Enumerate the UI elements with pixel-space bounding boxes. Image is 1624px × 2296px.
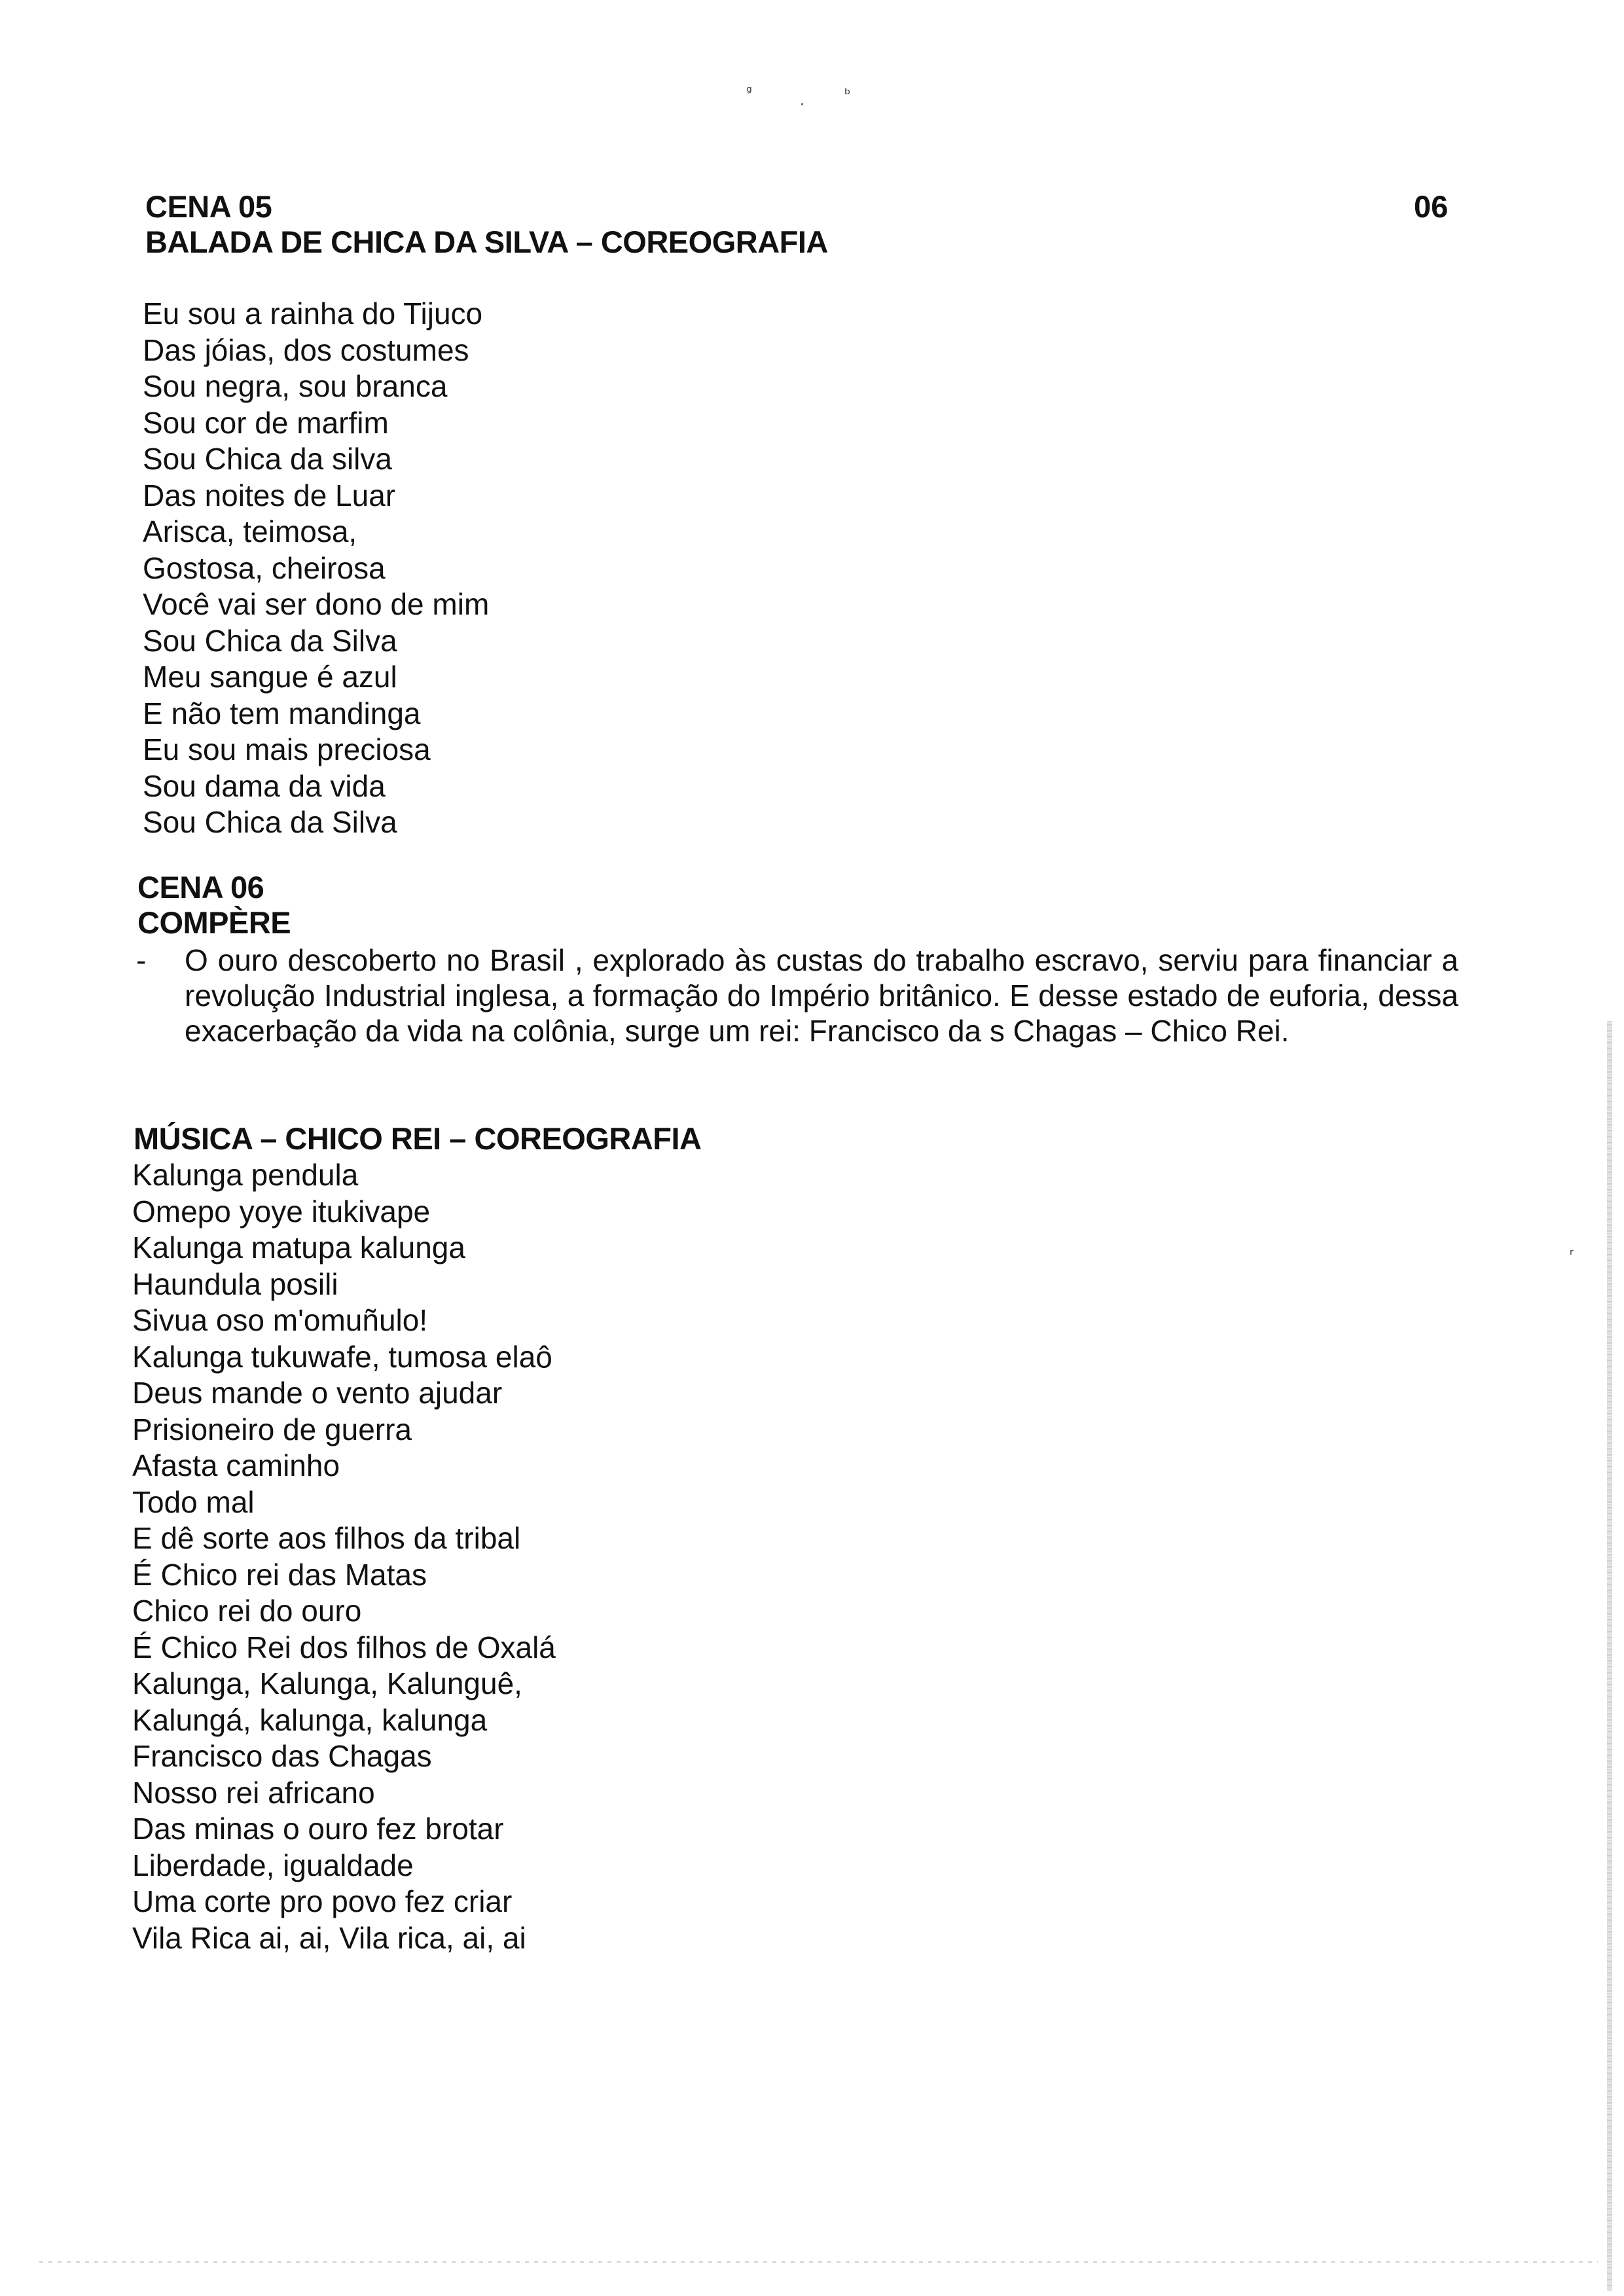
bullet-dash: -: [136, 943, 147, 977]
lyric-line: Kalunga tukuwafe, tumosa elaô: [132, 1339, 552, 1374]
scan-speck: ʳ: [1570, 1247, 1574, 1263]
lyric-line: Chico rei do ouro: [132, 1594, 362, 1628]
lyric-line: Eu sou mais preciosa: [143, 732, 431, 766]
lyric-line: Eu sou a rainha do Tijuco: [143, 296, 483, 331]
scene-5-subtitle: BALADA DE CHICA DA SILVA – COREOGRAFIA: [145, 224, 828, 259]
music-title: MÚSICA – CHICO REI – COREOGRAFIA: [134, 1121, 702, 1156]
scan-speck: ᵍ: [746, 84, 752, 100]
lyric-line: Afasta caminho: [132, 1448, 340, 1482]
lyric-line: Omepo yoye itukivape: [132, 1194, 431, 1229]
lyric-line: Kalunga, Kalunga, Kalunguê,: [132, 1666, 522, 1700]
lyric-line: Sou Chica da Silva: [143, 623, 397, 658]
lyric-line: Sou cor de marfim: [143, 405, 389, 440]
scene-6-title: CENA 06: [137, 870, 264, 905]
lyric-line: Sou Chica da Silva: [143, 805, 397, 839]
music-lyrics: [132, 1157, 556, 1956]
lyric-line: Nosso rei africano: [132, 1775, 375, 1810]
lyric-line: Kalungá, kalunga, kalunga: [132, 1702, 488, 1737]
lyric-line: Uma corte pro povo fez criar: [132, 1884, 513, 1918]
lyric-line: É Chico Rei dos filhos de Oxalá: [132, 1630, 556, 1664]
lyric-line: Sou dama da vida: [143, 768, 386, 803]
lyric-line: Vila Rica ai, ai, Vila rica, ai, ai: [132, 1920, 526, 1955]
lyric-line: Kalunga pendula: [132, 1158, 359, 1192]
scan-edge-artifact: [1607, 1021, 1612, 2291]
narration-text: O ouro descoberto no Brasil , explorado às custas do trabalho escravo, serviu para financiar a revolução Industrial inglesa, a formação do Império britânico. E desse estado de euforia, dessa exacerbação da vida na colônia, surge um rei: Francisco da s Chagas – Chico Rei.: [185, 943, 1458, 1048]
lyric-line: Liberdade, igualdade: [132, 1848, 414, 1882]
lyric-line: Gostosa, cheirosa: [143, 550, 386, 585]
scene-5-lyrics: [143, 296, 489, 841]
scan-speck: ᵇ: [844, 86, 851, 103]
lyric-line: Sou negra, sou branca: [143, 369, 448, 403]
page-number: 06: [1414, 189, 1449, 224]
lyric-line: E não tem mandinga: [143, 696, 421, 730]
scan-bottom-artifact: [39, 2261, 1598, 2263]
lyric-line: Deus mande o vento ajudar: [132, 1376, 503, 1410]
lyric-line: Sivua oso m'omuñulo!: [132, 1303, 428, 1337]
scene-6-narration: [136, 942, 1458, 1049]
lyric-line: Meu sangue é azul: [143, 660, 397, 694]
lyric-line: Todo mal: [132, 1484, 255, 1519]
lyric-line: Haundula posili: [132, 1266, 338, 1301]
scene-6-subtitle: COMPÈRE: [137, 905, 291, 940]
scan-speck: ·: [800, 97, 804, 113]
lyric-line: É Chico rei das Matas: [132, 1557, 427, 1592]
lyric-line: Sou Chica da silva: [143, 442, 392, 476]
lyric-line: Das noites de Luar: [143, 478, 396, 512]
lyric-line: Prisioneiro de guerra: [132, 1412, 412, 1446]
scene-5-title: CENA 05: [145, 189, 272, 224]
lyric-line: Arisca, teimosa,: [143, 514, 357, 548]
lyric-line: Das jóias, dos costumes: [143, 332, 469, 367]
lyric-line: Kalunga matupa kalunga: [132, 1230, 465, 1265]
lyric-line: Das minas o ouro fez brotar: [132, 1812, 504, 1846]
lyric-line: Você vai ser dono de mim: [143, 587, 490, 621]
lyric-line: Francisco das Chagas: [132, 1739, 432, 1773]
lyric-line: E dê sorte aos filhos da tribal: [132, 1521, 521, 1555]
